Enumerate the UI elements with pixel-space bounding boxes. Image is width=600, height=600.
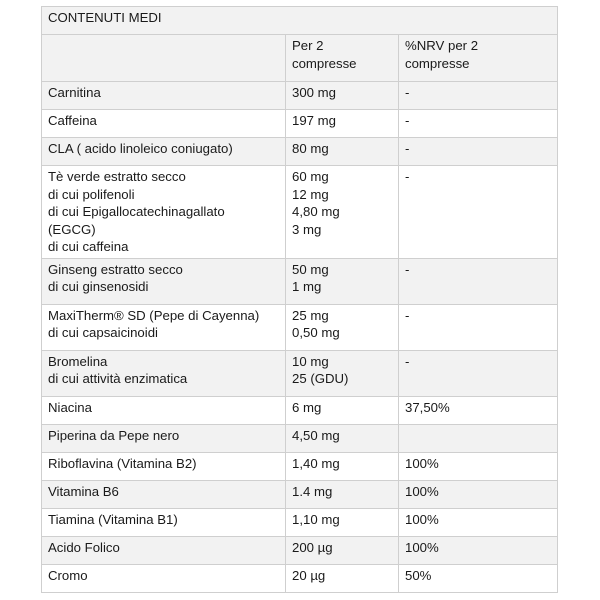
amount-cell xyxy=(286,166,399,259)
table-row xyxy=(42,452,558,480)
amount-cell xyxy=(286,452,399,480)
nrv-line: 100% xyxy=(405,483,439,499)
header-per-2-tablets xyxy=(286,35,399,82)
table-title-row xyxy=(42,7,558,35)
nutrient-name-line: MaxiTherm® SD (Pepe di Cayenna) xyxy=(48,307,260,323)
nutrient-name-cell xyxy=(42,166,286,259)
amount-line: 0,50 mg xyxy=(292,325,340,340)
nutrient-name-line: Riboflavina (Vitamina B2) xyxy=(48,455,197,471)
table-row xyxy=(42,508,558,536)
nutrient-name-line: di cui polifenoli xyxy=(48,186,135,202)
table-row xyxy=(42,82,558,110)
nutrient-name-line: Vitamina B6 xyxy=(48,483,119,499)
amount-cell xyxy=(286,536,399,564)
amount-line: 1.4 mg xyxy=(292,483,333,499)
header-nrv xyxy=(399,35,558,82)
nrv-line: - xyxy=(405,85,410,100)
nutrient-name-cell xyxy=(42,110,286,138)
nrv-cell xyxy=(399,82,558,110)
table-row xyxy=(42,536,558,564)
amount-cell xyxy=(286,350,399,396)
nutrient-name-line: (EGCG) xyxy=(48,221,96,237)
nrv-cell xyxy=(399,536,558,564)
amount-line: 1,40 mg xyxy=(292,455,340,471)
nrv-line: - xyxy=(405,113,410,128)
nrv-cell xyxy=(399,480,558,508)
nrv-cell xyxy=(399,424,558,452)
nutrient-name-cell xyxy=(42,350,286,396)
amount-cell xyxy=(286,480,399,508)
amount-line: 3 mg xyxy=(292,221,322,237)
amount-line: 10 mg xyxy=(292,353,329,369)
amount-line: 6 mg xyxy=(292,399,322,415)
amount-line: 1,10 mg xyxy=(292,511,340,527)
nutrient-name-cell xyxy=(42,424,286,452)
amount-line: 300 mg xyxy=(292,85,336,100)
amount-cell xyxy=(286,424,399,452)
nutrient-name-line: Acido Folico xyxy=(48,539,120,555)
nrv-line: - xyxy=(405,261,410,277)
amount-line: 20 µg xyxy=(292,567,326,583)
nrv-cell xyxy=(399,110,558,138)
nutrient-name-cell xyxy=(42,480,286,508)
nrv-line: 37,50% xyxy=(405,399,450,415)
nutrient-name-line: CLA ( acido linoleico coniugato) xyxy=(48,141,233,156)
amount-cell xyxy=(286,396,399,424)
amount-line: 25 (GDU) xyxy=(292,371,349,386)
nutrient-name-line: Cromo xyxy=(48,567,88,583)
nutrient-name-cell xyxy=(42,396,286,424)
table-row xyxy=(42,110,558,138)
table-row xyxy=(42,396,558,424)
nrv-cell xyxy=(399,508,558,536)
nrv-cell xyxy=(399,304,558,350)
nutrient-name-line: Piperina da Pepe nero xyxy=(48,427,180,443)
amount-line: 1 mg xyxy=(292,279,322,294)
nutrient-name-cell xyxy=(42,258,286,304)
nutrient-name-cell xyxy=(42,508,286,536)
nutrient-name-line: Niacina xyxy=(48,399,92,415)
nutrient-name-line: di cui Epigallocatechinagallato xyxy=(48,204,225,219)
nrv-cell xyxy=(399,396,558,424)
amount-line: 197 mg xyxy=(292,113,336,128)
nutrient-name-line: di cui capsaicinoidi xyxy=(48,325,158,340)
nrv-cell xyxy=(399,138,558,166)
amount-cell xyxy=(286,508,399,536)
amount-line: 80 mg xyxy=(292,141,329,156)
nutrient-name-cell xyxy=(42,452,286,480)
amount-cell xyxy=(286,82,399,110)
nutrient-name-line: Tè verde estratto secco xyxy=(48,169,186,184)
nutrient-name-line: di cui caffeina xyxy=(48,239,129,254)
nrv-line: 100% xyxy=(405,455,439,471)
nrv-cell xyxy=(399,350,558,396)
nrv-cell xyxy=(399,166,558,259)
header-text-line: compresse xyxy=(405,55,470,71)
nrv-line: - xyxy=(405,353,410,369)
nutrient-name-line: Ginseng estratto secco xyxy=(48,261,183,277)
nutrient-name-cell xyxy=(42,304,286,350)
nutrient-name-line: Carnitina xyxy=(48,85,101,100)
amount-line: 50 mg xyxy=(292,261,329,277)
header-empty-cell xyxy=(42,35,286,82)
amount-line: 200 µg xyxy=(292,539,333,555)
nutrition-table xyxy=(41,6,558,593)
table-header-row xyxy=(42,35,558,82)
amount-cell xyxy=(286,304,399,350)
table-row xyxy=(42,258,558,304)
nutrient-name-line: Bromelina xyxy=(48,353,108,369)
amount-line: 60 mg xyxy=(292,169,329,184)
nrv-line: 100% xyxy=(405,539,439,555)
nrv-line: - xyxy=(405,169,410,184)
nutrient-name-line: di cui ginsenosidi xyxy=(48,279,149,294)
nutrient-name-line: di cui attività enzimatica xyxy=(48,371,188,386)
amount-cell xyxy=(286,138,399,166)
nrv-cell xyxy=(399,452,558,480)
nrv-cell xyxy=(399,564,558,592)
table-row xyxy=(42,138,558,166)
table-row xyxy=(42,304,558,350)
header-text-line: compresse xyxy=(292,55,357,71)
amount-line: 25 mg xyxy=(292,307,329,323)
table-row xyxy=(42,480,558,508)
nutrient-name-cell xyxy=(42,82,286,110)
table-row xyxy=(42,350,558,396)
nrv-line: 100% xyxy=(405,511,439,527)
header-text-line: Per 2 xyxy=(292,38,324,53)
header-text-line: %NRV per 2 xyxy=(405,38,479,53)
amount-line: 4,50 mg xyxy=(292,427,340,443)
nrv-line: - xyxy=(405,141,410,156)
nutrient-name-cell xyxy=(42,536,286,564)
nrv-line: - xyxy=(405,307,410,323)
table-row xyxy=(42,166,558,259)
nutrient-name-cell xyxy=(42,138,286,166)
nutrient-name-line: Caffeina xyxy=(48,113,97,128)
nrv-cell xyxy=(399,258,558,304)
nrv-line: 50% xyxy=(405,567,432,583)
amount-cell xyxy=(286,110,399,138)
amount-cell xyxy=(286,258,399,304)
table-row xyxy=(42,564,558,592)
amount-cell xyxy=(286,564,399,592)
nutrient-name-line: Tiamina (Vitamina B1) xyxy=(48,511,178,527)
nutrient-name-cell xyxy=(42,564,286,592)
table-title: CONTENUTI MEDI xyxy=(42,7,558,35)
table-row xyxy=(42,424,558,452)
amount-line: 4,80 mg xyxy=(292,204,340,219)
amount-line: 12 mg xyxy=(292,186,329,202)
